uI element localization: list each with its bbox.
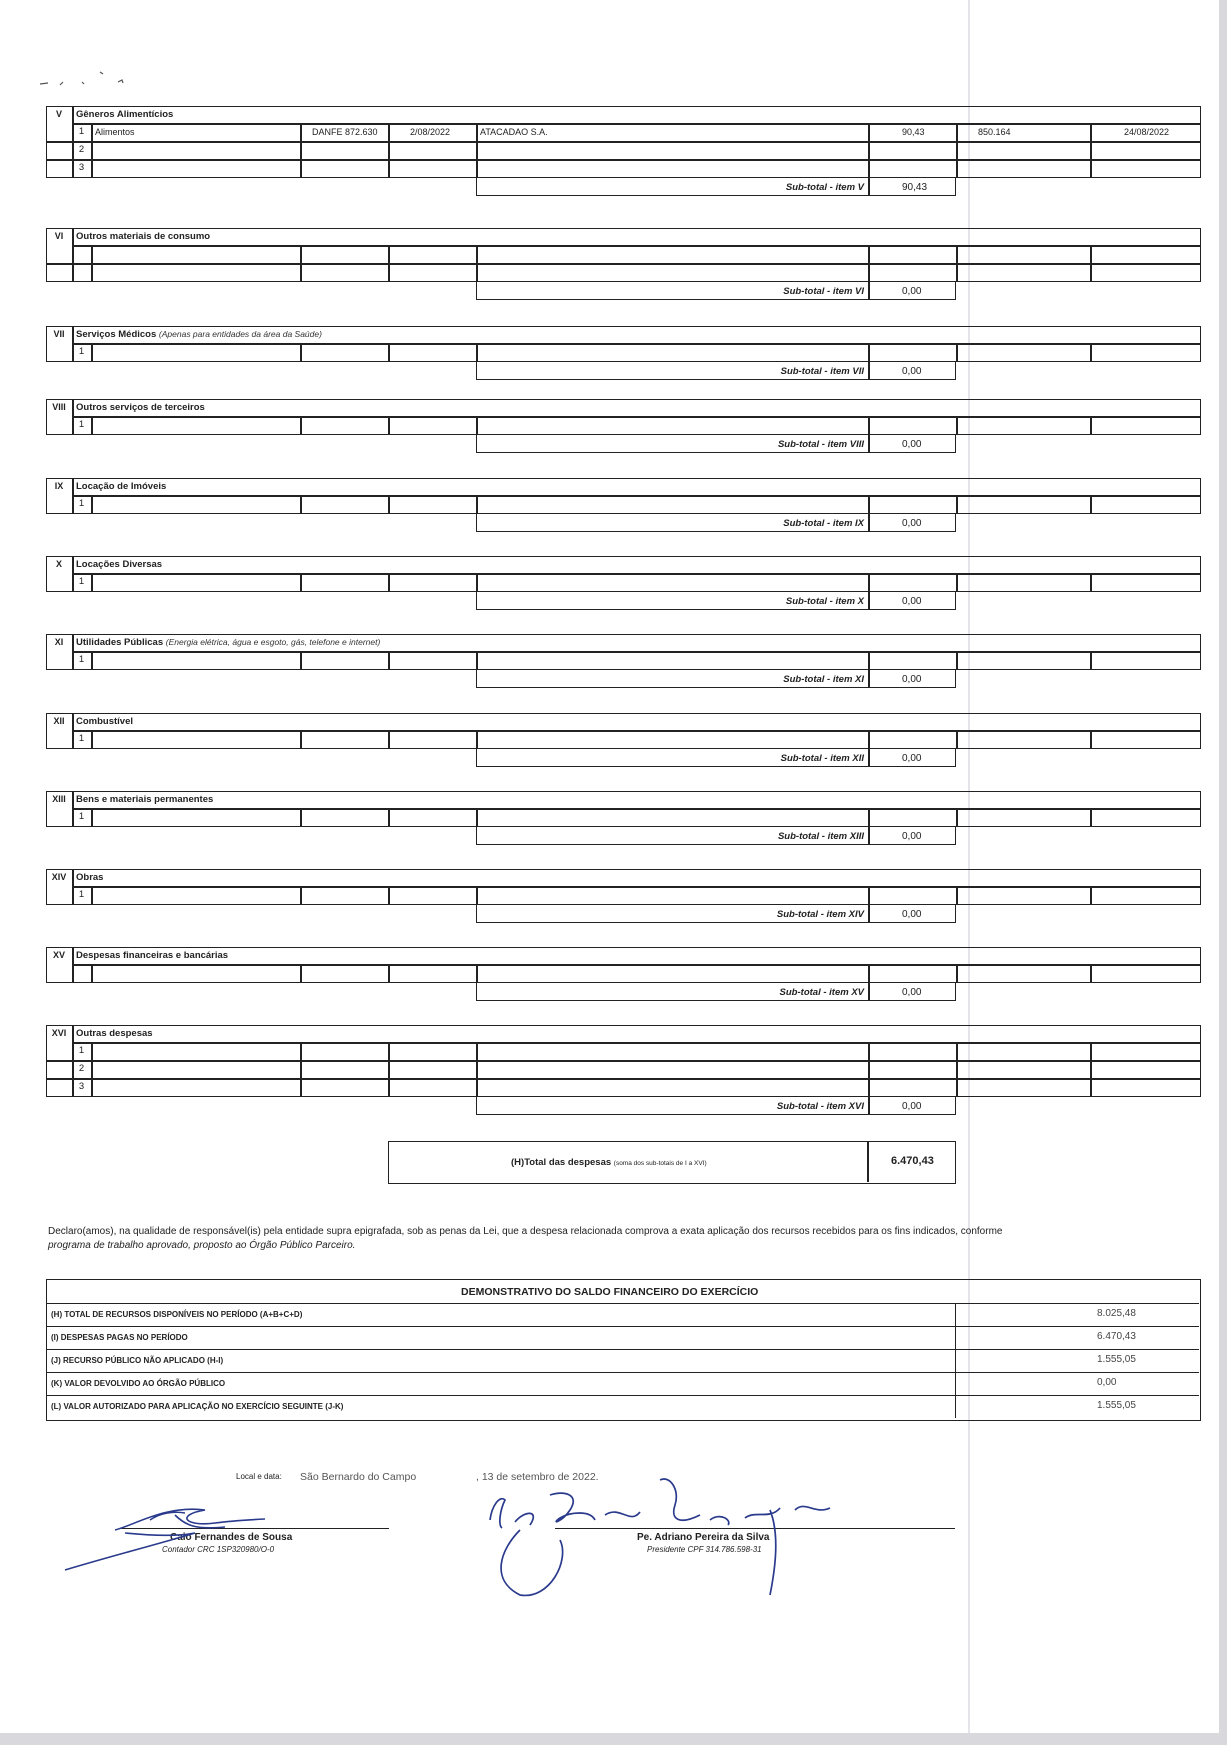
- scan-edge-right: [1219, 0, 1227, 1745]
- right-signer-name: Pe. Adriano Pereira da Silva: [637, 1532, 770, 1543]
- subtotal-label: Sub-total - item XV: [779, 987, 864, 998]
- section-roman: XVI: [51, 1028, 67, 1038]
- row-number: 3: [78, 162, 85, 173]
- subtotal-value: 0,00: [902, 1101, 922, 1112]
- section-roman: XIV: [51, 872, 67, 882]
- summary-row-value: 1.555,05: [1097, 1400, 1136, 1411]
- summary-row-label: (K) VALOR DEVOLVIDO AO ÓRGÃO PÚBLICO: [51, 1379, 226, 1388]
- section-title-wrap: [76, 329, 322, 340]
- total-value: 6.470,43: [891, 1155, 934, 1167]
- subtotal-label: Sub-total - item IX: [783, 518, 864, 529]
- item-v-date: 2/08/2022: [410, 127, 451, 137]
- scan-specks: [38, 64, 148, 90]
- section-title: Utilidades Públicas: [76, 637, 164, 648]
- section-roman: XI: [54, 637, 64, 647]
- summary-row-label: (I) DESPESAS PAGAS NO PERÍODO: [51, 1333, 188, 1342]
- subtotal-label: Sub-total - item XI: [783, 674, 864, 685]
- section-title: Serviços Médicos: [76, 329, 157, 340]
- summary-row-label: (J) RECURSO PÚBLICO NÃO APLICADO (H-I): [51, 1356, 224, 1365]
- total-label: (H)Total das despesas: [511, 1157, 612, 1168]
- summary-row-label: (L) VALOR AUTORIZADO PARA APLICAÇÃO NO EXERCÍCIO SEGUINTE (J-K): [51, 1402, 344, 1411]
- right-signature: [470, 1450, 870, 1600]
- section-title: Locações Diversas: [76, 559, 163, 570]
- section-title-wrap: [76, 402, 205, 413]
- subtotal-label: Sub-total - item V: [785, 182, 864, 193]
- row-number: 1: [78, 654, 85, 665]
- section-title: Obras: [76, 872, 104, 883]
- subtotal-label: Sub-total - item VIII: [777, 439, 864, 450]
- section-title-wrap: [76, 109, 173, 120]
- section-note: (Apenas para entidades da área da Saúde): [158, 329, 322, 339]
- row-number: 1: [78, 733, 85, 744]
- section-title-wrap: [76, 716, 133, 727]
- section-roman: VI: [54, 231, 64, 241]
- row-number: 1: [78, 498, 85, 509]
- local-label: Local e data:: [236, 1472, 282, 1481]
- subtotal-value: 0,00: [902, 596, 922, 607]
- subtotal-label: Sub-total - item XIV: [776, 909, 864, 920]
- section-title: Outros serviços de terceiros: [76, 402, 205, 413]
- row-number: 1: [78, 126, 85, 137]
- row-number: 3: [78, 1081, 85, 1092]
- section-roman: XII: [53, 716, 65, 726]
- subtotal-value: 0,00: [902, 831, 922, 842]
- row-number: 1: [78, 419, 85, 430]
- item-v-payment-doc: 850.164: [978, 127, 1011, 137]
- section-title: Despesas financeiras e bancárias: [76, 950, 229, 961]
- item-v-value: 90,43: [902, 127, 925, 137]
- left-signer-role: Contador CRC 1SP320980/O-0: [162, 1545, 275, 1554]
- item-v-supplier: ATACADAO S.A.: [480, 127, 548, 137]
- right-signer-role: Presidente CPF 314.786.598-31: [647, 1545, 762, 1554]
- total-label-wrap: [511, 1157, 707, 1168]
- section-title: Locação de Imóveis: [76, 481, 167, 492]
- section-note: (Energia elétrica, água e esgoto, gás, telefone e internet): [165, 637, 381, 647]
- subtotal-label: Sub-total - item VII: [780, 366, 864, 377]
- section-title: Bens e materiais permanentes: [76, 794, 214, 805]
- section-title: Gêneros Alimentícios: [76, 109, 174, 120]
- date-value: , 13 de setembro de 2022.: [476, 1471, 599, 1483]
- item-v-doc: DANFE 872.630: [312, 127, 378, 137]
- section-title-wrap: [76, 950, 228, 961]
- subtotal-value: 0,00: [902, 987, 922, 998]
- subtotal-label: Sub-total - item XII: [780, 753, 864, 764]
- row-number: 1: [78, 811, 85, 822]
- section-roman: IX: [54, 481, 64, 491]
- section-title-wrap: [76, 559, 162, 570]
- section-title-wrap: [76, 231, 210, 242]
- summary-table: [46, 1279, 1201, 1421]
- left-signature: [55, 1475, 295, 1575]
- subtotal-label: Sub-total - item VI: [783, 286, 864, 297]
- summary-row-label: (H) TOTAL DE RECURSOS DISPONÍVEIS NO PERÍODO (A+B+C+D): [51, 1310, 303, 1319]
- item-v-description: Alimentos: [95, 127, 135, 137]
- section-title-wrap: [76, 872, 103, 883]
- row-number: 1: [78, 1045, 85, 1056]
- subtotal-value: 0,00: [902, 674, 922, 685]
- scan-edge-bottom: [0, 1733, 1227, 1745]
- section-title-wrap: [76, 637, 380, 648]
- subtotal-value: 0,00: [902, 439, 922, 450]
- section-roman: XV: [52, 950, 65, 960]
- subtotal-label: Sub-total - item XIII: [777, 831, 864, 842]
- subtotal-label: Sub-total - item X: [785, 596, 864, 607]
- section-title: Combustível: [76, 716, 134, 727]
- section-title-wrap: [76, 481, 166, 492]
- declaration-line-1: Declaro(amos), na qualidade de responsável(is) pela entidade supra epigrafada, sob as penas da Lei, que a despesa relacionada comprova a exata aplicação dos recursos recebidos para os fins indicados, conforme: [48, 1226, 1003, 1237]
- total-sublabel: (soma dos sub-totais de I a XVI): [613, 1160, 707, 1167]
- section-roman: V: [55, 109, 62, 119]
- section-title: Outras despesas: [76, 1028, 153, 1039]
- subtotal-value: 0,00: [902, 286, 922, 297]
- section-roman: XIII: [52, 794, 66, 804]
- row-number: 1: [78, 889, 85, 900]
- summary-row-value: 8.025,48: [1097, 1308, 1136, 1319]
- row-number: 2: [78, 144, 85, 155]
- subtotal-value: 0,00: [902, 909, 922, 920]
- section-roman: X: [55, 559, 62, 569]
- subtotal-value: 90,43: [902, 182, 928, 193]
- row-number: 2: [78, 1063, 85, 1074]
- summary-title: DEMONSTRATIVO DO SALDO FINANCEIRO DO EXERCÍCIO: [461, 1286, 759, 1298]
- row-number: 1: [78, 346, 85, 357]
- section-roman: VII: [53, 329, 65, 339]
- local-value: São Bernardo do Campo: [300, 1471, 417, 1483]
- summary-row-value: 1.555,05: [1097, 1354, 1136, 1365]
- total-box: [388, 1141, 956, 1184]
- summary-row-value: 0,00: [1097, 1377, 1117, 1388]
- section-title-wrap: [76, 794, 213, 805]
- section-title-wrap: [76, 1028, 153, 1039]
- item-v-payment-date: 24/08/2022: [1124, 127, 1170, 137]
- section-title: Outros materiais de consumo: [76, 231, 211, 242]
- left-signer-name: Caio Fernandes de Sousa: [170, 1532, 293, 1543]
- subtotal-value: 0,00: [902, 366, 922, 377]
- section-roman: VIII: [52, 402, 66, 412]
- subtotal-value: 0,00: [902, 753, 922, 764]
- row-number: 1: [78, 576, 85, 587]
- subtotal-value: 0,00: [902, 518, 922, 529]
- declaration-line-2: programa de trabalho aprovado, proposto ao Órgão Público Parceiro.: [48, 1240, 356, 1251]
- subtotal-label: Sub-total - item XVI: [776, 1101, 864, 1112]
- summary-row-value: 6.470,43: [1097, 1331, 1136, 1342]
